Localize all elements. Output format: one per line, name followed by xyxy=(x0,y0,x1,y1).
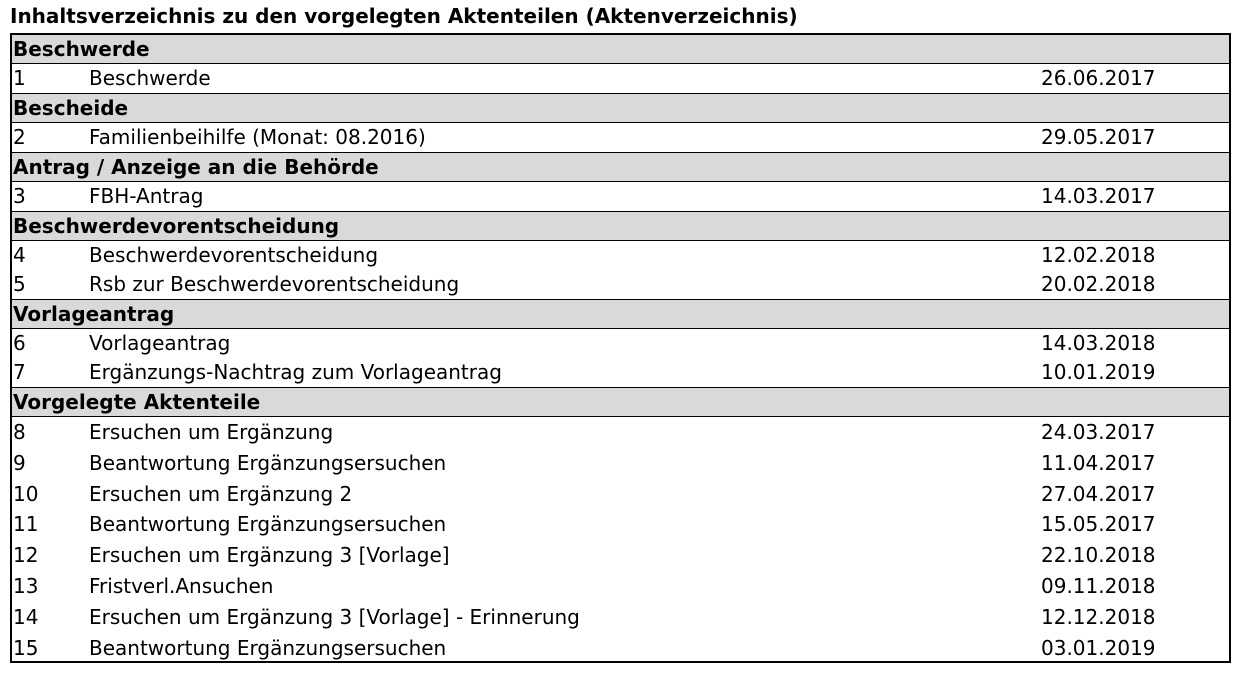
entry-number: 13 xyxy=(13,573,39,598)
list-item xyxy=(12,64,1229,93)
section-antrag xyxy=(12,152,1229,211)
list-item xyxy=(12,270,1229,299)
entry-label: Familienbeihilfe (Monat: 08.2016) xyxy=(89,125,426,149)
entry-number: 5 xyxy=(13,272,26,296)
entry-date: 14.03.2017 xyxy=(1041,184,1156,208)
list-item xyxy=(12,358,1229,387)
entry-label: Ergänzungs-Nachtrag zum Vorlageantrag xyxy=(89,360,502,384)
section-heading: Vorlageantrag xyxy=(12,300,1229,329)
entry-number: 7 xyxy=(13,360,26,384)
list-item xyxy=(12,571,1229,602)
list-item xyxy=(12,241,1229,270)
list-item xyxy=(12,540,1229,571)
list-item xyxy=(12,633,1229,664)
entry-number: 15 xyxy=(13,635,39,660)
entry-label: Beschwerdevorentscheidung xyxy=(89,243,379,267)
entry-label: Ersuchen um Ergänzung 2 xyxy=(89,481,353,506)
section-heading: Beschwerdevorentscheidung xyxy=(12,212,1229,241)
entry-date: 24.03.2017 xyxy=(1041,420,1156,444)
section-beschwerde xyxy=(12,35,1229,93)
table-of-contents xyxy=(10,33,1231,663)
list-item xyxy=(12,448,1229,479)
section-vorgelegte-aktenteile xyxy=(12,387,1229,663)
entry-date: 12.02.2018 xyxy=(1041,243,1156,267)
entry-number: 14 xyxy=(13,604,39,629)
entry-date: 20.02.2018 xyxy=(1041,272,1156,296)
entry-label: Ersuchen um Ergänzung 3 [Vorlage] - Erinnerung xyxy=(89,604,580,629)
entry-label: FBH-Antrag xyxy=(89,184,204,208)
list-item xyxy=(12,123,1229,152)
entry-label: Beantwortung Ergänzungsersuchen xyxy=(89,635,447,660)
entry-label: Vorlageantrag xyxy=(89,331,231,355)
entry-number: 4 xyxy=(13,243,26,267)
section-heading: Bescheide xyxy=(12,94,1229,123)
list-item xyxy=(12,417,1229,448)
list-item xyxy=(12,509,1229,540)
entry-date: 27.04.2017 xyxy=(1041,481,1156,506)
list-item xyxy=(12,182,1229,211)
entry-date: 09.11.2018 xyxy=(1041,573,1156,598)
entry-number: 2 xyxy=(13,125,26,149)
section-heading: Vorgelegte Aktenteile xyxy=(12,388,1229,417)
entry-date: 11.04.2017 xyxy=(1041,450,1156,475)
entry-number: 9 xyxy=(13,450,26,475)
section-heading: Antrag / Anzeige an die Behörde xyxy=(12,153,1229,182)
entry-date: 22.10.2018 xyxy=(1041,543,1156,568)
entry-label: Ersuchen um Ergänzung xyxy=(89,420,334,444)
entry-date: 26.06.2017 xyxy=(1041,66,1156,90)
entry-date: 29.05.2017 xyxy=(1041,125,1156,149)
entry-label: Beantwortung Ergänzungsersuchen xyxy=(89,512,447,537)
section-beschwerdevorentscheidung xyxy=(12,211,1229,299)
entry-number: 6 xyxy=(13,331,26,355)
entry-label: Beantwortung Ergänzungsersuchen xyxy=(89,450,447,475)
entry-number: 1 xyxy=(13,66,26,90)
entry-number: 12 xyxy=(13,543,39,568)
entry-label: Fristverl.Ansuchen xyxy=(89,573,274,598)
entry-date: 14.03.2018 xyxy=(1041,331,1156,355)
entry-number: 10 xyxy=(13,481,39,506)
list-item xyxy=(12,479,1229,510)
entry-date: 12.12.2018 xyxy=(1041,604,1156,629)
list-item xyxy=(12,329,1229,358)
entry-date: 03.01.2019 xyxy=(1041,635,1156,660)
entry-label: Ersuchen um Ergänzung 3 [Vorlage] xyxy=(89,543,450,568)
section-heading: Beschwerde xyxy=(12,35,1229,64)
list-item xyxy=(12,602,1229,633)
entry-number: 8 xyxy=(13,420,26,444)
entry-label: Beschwerde xyxy=(89,66,211,90)
entry-number: 3 xyxy=(13,184,26,208)
entry-number: 11 xyxy=(13,512,39,537)
entry-date: 15.05.2017 xyxy=(1041,512,1156,537)
section-vorlageantrag xyxy=(12,299,1229,387)
section-bescheide xyxy=(12,93,1229,152)
entry-label: Rsb zur Beschwerdevorentscheidung xyxy=(89,272,460,296)
entry-date: 10.01.2019 xyxy=(1041,360,1156,384)
document-title: Inhaltsverzeichnis zu den vorgelegten Aktenteilen (Aktenverzeichnis) xyxy=(10,4,798,28)
